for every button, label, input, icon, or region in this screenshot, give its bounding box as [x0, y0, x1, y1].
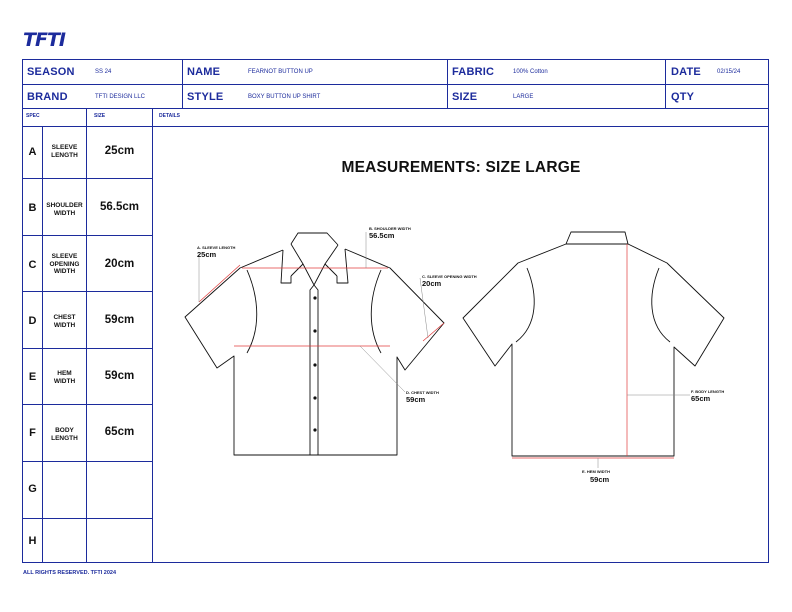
spec-name-line: WIDTH [53, 377, 76, 385]
annotation-b-label: B. SHOULDER WIDTH [369, 226, 411, 231]
season-value: SS 24 [95, 69, 112, 75]
season-label: SEASON [27, 66, 75, 78]
fabric-label: FABRIC [452, 66, 495, 78]
spec-name-line: SLEEVE [51, 253, 78, 260]
size-value: LARGE [513, 94, 534, 100]
annotation-d-value: 59cm [406, 395, 426, 404]
annotation-f-label: F. BODY LENGTH [691, 389, 725, 394]
spec-name-line: SHOULDER [46, 202, 83, 209]
spec-letter: G [28, 483, 37, 495]
annotation-d-label: D. CHEST WIDTH [406, 390, 439, 395]
spec-name-line: SLEEVE [51, 144, 78, 151]
spec-name-line: WIDTH [53, 268, 76, 275]
spec-letter: D [28, 315, 37, 327]
fabric-value: 100% Cotton [513, 69, 548, 75]
spec-size: 56.5cm [99, 201, 139, 213]
style-label: STYLE [187, 91, 224, 103]
spec-name-line: CHEST [53, 314, 76, 321]
spec-size: 20cm [104, 258, 135, 270]
name-value: FEARNOT BUTTON UP [248, 69, 313, 75]
spec-column-header: SPEC [26, 113, 40, 119]
spec-letter: E [28, 371, 37, 383]
spec-size: 25cm [104, 145, 135, 157]
annotation-a-value: 25cm [197, 250, 217, 259]
brand-logo: TFTI [23, 29, 65, 51]
details-title: MEASUREMENTS: SIZE LARGE [341, 159, 581, 176]
spec-letter: A [28, 146, 37, 158]
spec-size: 59cm [104, 370, 135, 382]
size-column-header: SIZE [94, 113, 106, 119]
annotation-c-value: 20cm [422, 279, 442, 288]
front-buttons [313, 296, 316, 431]
spec-name-line: WIDTH [53, 321, 76, 329]
annotation-c-label: C. SLEEVE OPENING WIDTH [422, 274, 477, 279]
annotation-b-value: 56.5cm [369, 231, 395, 240]
annotation-e-label: E. HEM WIDTH [582, 469, 610, 474]
brand-value: TFTI DESIGN LLC [95, 94, 146, 100]
spec-name-line: LENGTH [51, 434, 78, 442]
spec-size: 65cm [104, 426, 135, 438]
spec-letter: H [28, 535, 37, 547]
spec-letter: C [28, 259, 37, 271]
style-value: BOXY BUTTON UP SHIRT [248, 94, 321, 100]
qty-label: QTY [671, 91, 695, 103]
spec-name-line: BODY [55, 427, 74, 434]
date-label: DATE [671, 66, 701, 78]
back-shirt-outline [463, 232, 724, 456]
brand-label: BRAND [27, 91, 68, 103]
footer-copyright: ALL RIGHTS RESERVED. TFTI 2024 [23, 570, 117, 576]
size-label: SIZE [452, 91, 478, 103]
annotation-f-value: 65cm [691, 394, 711, 403]
spec-name-line: WIDTH [53, 209, 76, 217]
date-value: 02/15/24 [717, 69, 741, 75]
annotation-e-value: 59cm [590, 475, 610, 484]
name-label: NAME [187, 66, 221, 78]
spec-letter: B [28, 202, 37, 214]
spec-size: 59cm [104, 314, 135, 326]
leader-lines [199, 232, 690, 468]
spec-name-line: HEM [57, 370, 72, 377]
spec-letter: F [29, 427, 36, 439]
details-column-header: DETAILS [159, 113, 181, 119]
spec-name-line: OPENING [49, 260, 80, 268]
spec-name-line: LENGTH [51, 151, 78, 159]
front-shirt-outline [185, 233, 444, 455]
annotation-a-label: A. SLEEVE LENGTH [197, 245, 236, 250]
